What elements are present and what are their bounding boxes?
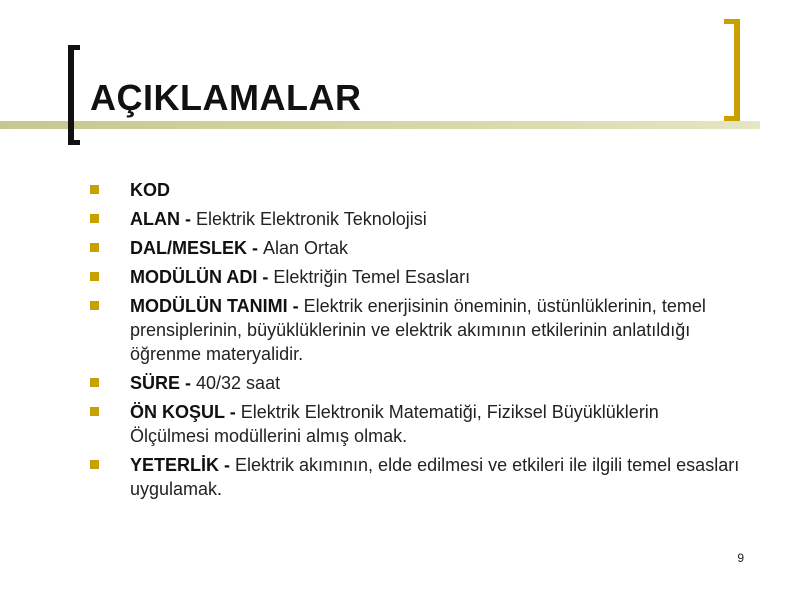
- bullet-label: SÜRE: [130, 373, 181, 393]
- bullet-label: YETERLİK: [130, 455, 220, 475]
- bullet-text: Elektrik akımının, elde edilmesi ve etkileri ile ilgili temel esasları uygulamak.: [130, 455, 740, 499]
- bullet-text: Elektriğin Temel Esasları: [273, 267, 471, 287]
- square-bullet-icon: [90, 407, 99, 416]
- bullet-separator: -: [219, 455, 236, 475]
- bullet-separator: -: [180, 209, 196, 229]
- bullet-text: 40/32 saat: [196, 373, 281, 393]
- bullet-item-kod: [90, 178, 740, 202]
- bullet-item-yeterlik: [90, 453, 740, 501]
- title-underline-rule: [0, 121, 760, 129]
- bullet-text: Elektrik Elektronik Teknolojisi: [196, 209, 427, 229]
- slide-title: AÇIKLAMALAR: [90, 77, 362, 118]
- right-bracket-decoration: [724, 19, 740, 121]
- bullet-item-sure: [90, 371, 740, 395]
- bullet-separator: -: [247, 238, 263, 258]
- bullet-item-alan: [90, 207, 740, 231]
- bullet-item-on-kosul: [90, 400, 740, 448]
- bullet-label: DAL/MESLEK: [130, 238, 247, 258]
- bullet-label: ALAN: [130, 209, 180, 229]
- bullet-text: Alan Ortak: [263, 238, 349, 258]
- bullet-text: Elektrik Elektronik Matematiği, Fiziksel Büyüklüklerin Ölçülmesi modüllerini almış olmak.: [130, 402, 659, 446]
- square-bullet-icon: [90, 460, 99, 469]
- left-bracket-decoration: [68, 45, 80, 145]
- bullet-separator: -: [287, 296, 304, 316]
- bullet-label: ÖN KOŞUL: [130, 402, 225, 422]
- bullet-separator: -: [180, 373, 197, 393]
- bullet-text: Elektrik enerjisinin öneminin, üstünlüklerinin, temel prensiplerinin, büyüklüklerinin ve elektrik akımının etkilerinin anlatıldığı öğrenme materyalidir.: [130, 296, 706, 364]
- square-bullet-icon: [90, 185, 99, 194]
- bullet-label: KOD: [130, 180, 170, 200]
- bullet-item-dal-meslek: [90, 236, 740, 260]
- bullet-list: [90, 178, 740, 506]
- square-bullet-icon: [90, 214, 99, 223]
- square-bullet-icon: [90, 378, 99, 387]
- square-bullet-icon: [90, 301, 99, 310]
- bullet-separator: -: [224, 402, 241, 422]
- square-bullet-icon: [90, 243, 99, 252]
- square-bullet-icon: [90, 272, 99, 281]
- bullet-label: MODÜLÜN TANIMI: [130, 296, 288, 316]
- bullet-item-modulun-tanimi: [90, 294, 740, 366]
- bullet-item-modulun-adi: [90, 265, 740, 289]
- page-number: 9: [737, 551, 744, 565]
- bullet-separator: -: [257, 267, 274, 287]
- bullet-label: MODÜLÜN ADI: [130, 267, 258, 287]
